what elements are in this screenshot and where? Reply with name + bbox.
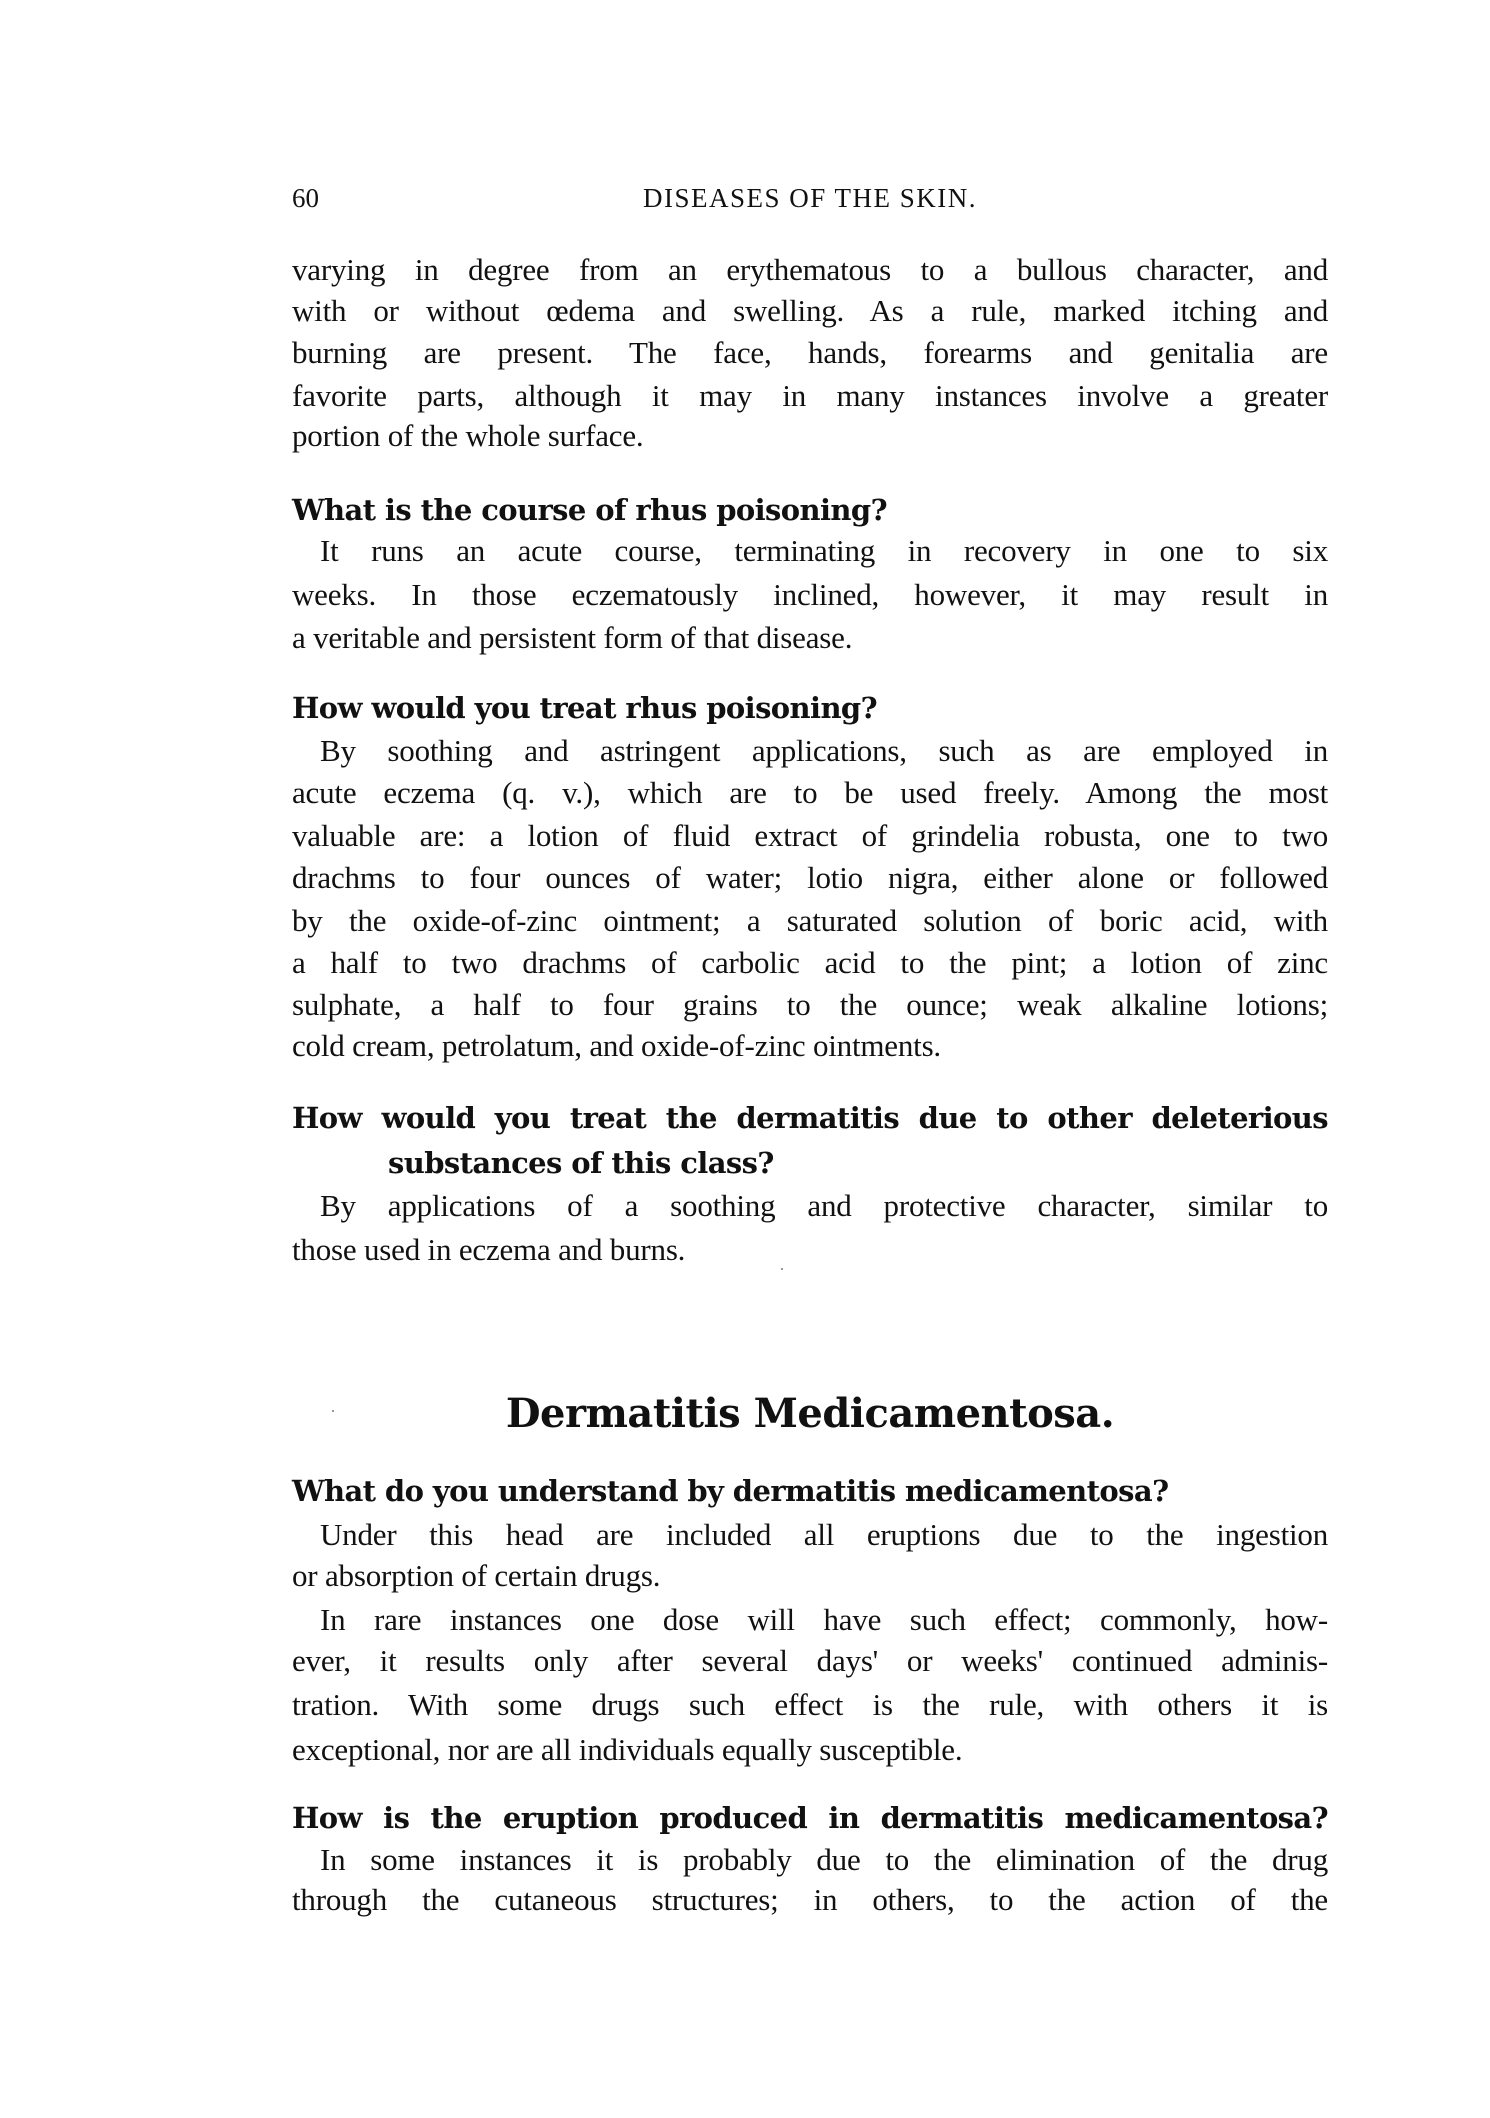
running-head	[292, 183, 1328, 217]
answer-line: By applications of a soothing and protective character, similar to	[320, 1188, 1328, 1223]
answer-line: acute eczema (q. v.), which are to be used freely. Among the most	[292, 775, 1328, 810]
answer-line: tration. With some drugs such effect is the rule, with others it is	[292, 1687, 1328, 1722]
text-line: burning are present. The face, hands, forearms and genitalia are	[292, 335, 1328, 370]
answer-line: through the cutaneous structures; in others, to the action of the	[292, 1882, 1328, 1917]
answer-line: sulphate, a half to four grains to the ounce; weak alkaline lotions;	[292, 987, 1328, 1022]
answer-line: ever, it results only after several days' or weeks' continued adminis-	[292, 1643, 1328, 1678]
answer-line: a half to two drachms of carbolic acid to the pint; a lotion of zinc	[292, 945, 1328, 980]
answer-line: valuable are: a lotion of fluid extract of grindelia robusta, one to two	[292, 818, 1328, 853]
answer-line: cold cream, petrolatum, and oxide-of-zinc ointments.	[292, 1028, 941, 1063]
answer-line: those used in eczema and burns.	[292, 1232, 686, 1267]
answer-line: exceptional, nor are all individuals equally susceptible.	[292, 1732, 963, 1767]
text-line: favorite parts, although it may in many instances involve a greater	[292, 378, 1328, 413]
question-heading-continuation: substances of this class?	[388, 1146, 774, 1180]
question-heading: How would you treat the dermatitis due to other deleterious	[292, 1101, 1328, 1135]
text-line: with or without œdema and swelling. As a rule, marked itching and	[292, 293, 1328, 328]
text-line: varying in degree from an erythematous to a bullous character, and	[292, 252, 1328, 287]
section-title: Dermatitis Medicamentosa.	[505, 1390, 1115, 1437]
answer-line: a veritable and persistent form of that disease.	[292, 620, 853, 655]
question-heading: How is the eruption produced in dermatitis medicamentosa?	[292, 1801, 1328, 1835]
question-heading: How would you treat rhus poisoning?	[292, 691, 877, 725]
text-line: portion of the whole surface.	[292, 418, 644, 453]
question-heading: What do you understand by dermatitis medicamentosa?	[292, 1474, 1169, 1508]
question-heading: What is the course of rhus poisoning?	[292, 493, 887, 527]
print-speck	[781, 1268, 783, 1270]
answer-line: Under this head are included all eruptions due to the ingestion	[320, 1517, 1328, 1552]
answer-line: or absorption of certain drugs.	[292, 1558, 661, 1593]
answer-line: by the oxide-of-zinc ointment; a saturated solution of boric acid, with	[292, 903, 1328, 938]
answer-line: It runs an acute course, terminating in recovery in one to six	[320, 533, 1328, 568]
answer-line: weeks. In those eczematously inclined, however, it may result in	[292, 577, 1328, 612]
page-number: 60	[292, 183, 319, 213]
answer-line: By soothing and astringent applications, such as are employed in	[320, 733, 1328, 768]
answer-line: In some instances it is probably due to the elimination of the drug	[320, 1842, 1328, 1877]
answer-line: In rare instances one dose will have such effect; commonly, how-	[320, 1602, 1328, 1637]
answer-line: drachms to four ounces of water; lotio nigra, either alone or followed	[292, 860, 1328, 895]
running-title: DISEASES OF THE SKIN.	[642, 183, 978, 213]
